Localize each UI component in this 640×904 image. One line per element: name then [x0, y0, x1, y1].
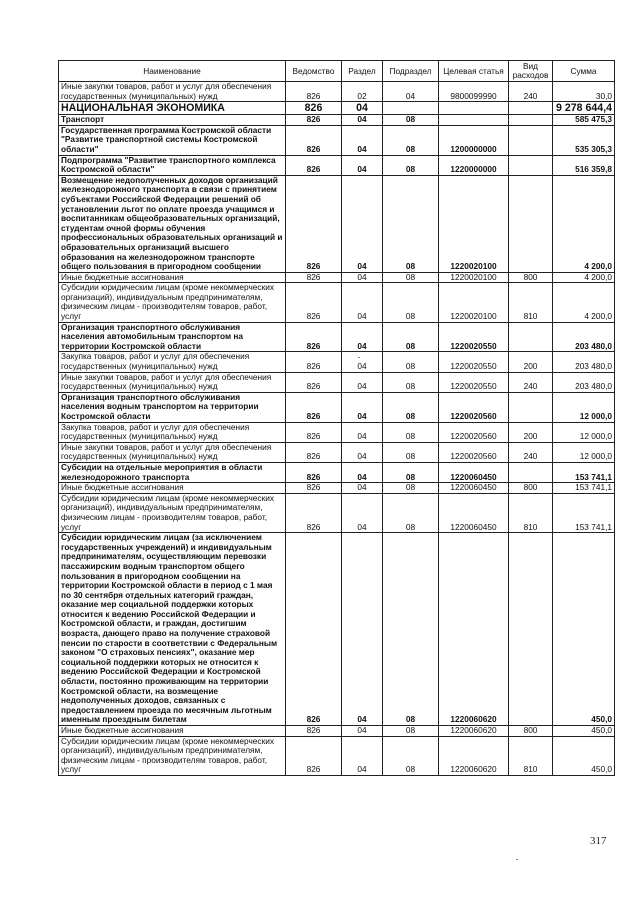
cell-summa: 12 000,0 — [553, 392, 615, 422]
table-row — [59, 533, 615, 726]
table-body — [59, 82, 615, 776]
table-row — [59, 125, 615, 155]
cell-vid: 810 — [509, 736, 553, 775]
cell-podrazdel: 08 — [383, 352, 439, 372]
table-row — [59, 726, 615, 737]
cell-statya: 1220060620 — [439, 533, 509, 726]
cell-podrazdel: 08 — [383, 442, 439, 462]
cell-name: Иные бюджетные ассигнования — [59, 272, 286, 283]
cell-vid — [509, 533, 553, 726]
cell-statya — [439, 102, 509, 115]
cell-vid: 200 — [509, 352, 553, 372]
cell-summa: 535 305,3 — [553, 125, 615, 155]
table-row — [59, 283, 615, 322]
cell-summa: 450,0 — [553, 533, 615, 726]
cell-statya: 1220060620 — [439, 726, 509, 737]
table-row — [59, 392, 615, 422]
cell-razdel: 04 — [342, 483, 383, 494]
cell-ved: 826 — [286, 392, 342, 422]
header-cell-statya: Целевая статья — [439, 61, 509, 82]
cell-statya: 9800099990 — [439, 82, 509, 102]
cell-vid: 240 — [509, 442, 553, 462]
cell-vid — [509, 155, 553, 175]
cell-vid: 810 — [509, 283, 553, 322]
cell-razdel: 04 — [342, 352, 383, 372]
cell-ved: 826 — [286, 352, 342, 372]
cell-statya: 1220020550 — [439, 352, 509, 372]
cell-podrazdel: 08 — [383, 322, 439, 352]
cell-razdel: 04 — [342, 736, 383, 775]
cell-podrazdel: 04 — [383, 82, 439, 102]
cell-summa: 450,0 — [553, 736, 615, 775]
header-cell-name: Наименование — [59, 61, 286, 82]
cell-vid: 800 — [509, 483, 553, 494]
cell-ved: 826 — [286, 82, 342, 102]
cell-summa: 153 741,1 — [553, 483, 615, 494]
cell-statya: 1220020100 — [439, 283, 509, 322]
cell-summa: 153 741,1 — [553, 493, 615, 532]
cell-ved: 826 — [286, 533, 342, 726]
cell-summa: 203 480,0 — [553, 372, 615, 392]
table-row — [59, 736, 615, 775]
cell-ved: 826 — [286, 736, 342, 775]
header-cell-podrazdel: Подраздел — [383, 61, 439, 82]
cell-summa: 9 278 644,4 — [553, 102, 615, 115]
cell-podrazdel: 08 — [383, 736, 439, 775]
header-cell-razdel: Раздел — [342, 61, 383, 82]
cell-podrazdel — [383, 102, 439, 115]
table-row — [59, 175, 615, 272]
budget-table — [58, 60, 615, 776]
cell-razdel: 04 — [342, 372, 383, 392]
table-row — [59, 483, 615, 494]
cell-name: Иные закупки товаров, работ и услуг для обеспечения государственных (муниципальных) нужд — [59, 442, 286, 462]
cell-statya: 1220020560 — [439, 392, 509, 422]
cell-statya: 1220060450 — [439, 462, 509, 482]
cell-razdel: 04 — [342, 726, 383, 737]
cell-summa: 4 200,0 — [553, 283, 615, 322]
cell-vid: 240 — [509, 372, 553, 392]
cell-razdel: 04 — [342, 155, 383, 175]
cell-summa: 30,0 — [553, 82, 615, 102]
cell-razdel: 04 — [342, 125, 383, 155]
cell-statya: 1220020100 — [439, 272, 509, 283]
table-row — [59, 322, 615, 352]
cell-podrazdel: 08 — [383, 175, 439, 272]
cell-podrazdel: 08 — [383, 125, 439, 155]
cell-vid — [509, 175, 553, 272]
cell-podrazdel: 08 — [383, 283, 439, 322]
cell-summa: 516 359,8 — [553, 155, 615, 175]
cell-vid — [509, 462, 553, 482]
cell-name: Закупка товаров, работ и услуг для обеспечения государственных (муниципальных) нужд — [59, 422, 286, 442]
cell-razdel: 04 — [342, 422, 383, 442]
cell-vid: 200 — [509, 422, 553, 442]
cell-vid — [509, 392, 553, 422]
cell-summa: 12 000,0 — [553, 422, 615, 442]
cell-podrazdel: 08 — [383, 533, 439, 726]
table-row — [59, 372, 615, 392]
cell-podrazdel: 08 — [383, 272, 439, 283]
cell-razdel: 04 — [342, 442, 383, 462]
cell-summa: 12 000,0 — [553, 442, 615, 462]
cell-name: Организация транспортного обслуживания населения автомобильным транспортом на территории Костромской области — [59, 322, 286, 352]
cell-podrazdel: 08 — [383, 372, 439, 392]
cell-statya: 1220000000 — [439, 155, 509, 175]
cell-razdel: 04 — [342, 115, 383, 126]
table-row — [59, 352, 615, 372]
cell-summa: 450,0 — [553, 726, 615, 737]
header-row — [59, 61, 615, 82]
cell-razdel: 02 — [342, 82, 383, 102]
cell-name: Субсидии юридическим лицам (кроме некоммерческих организаций), индивидуальным предпринимателям, физическим лицам - производителям товаров, работ, услуг — [59, 493, 286, 532]
cell-ved: 826 — [286, 125, 342, 155]
cell-ved: 826 — [286, 175, 342, 272]
cell-name: Иные закупки товаров, работ и услуг для обеспечения государственных (муниципальных) нужд — [59, 82, 286, 102]
cell-ved: 826 — [286, 155, 342, 175]
cell-name: Субсидии юридическим лицам (кроме некоммерческих организаций), индивидуальным предпринимателям, физическим лицам - производителям товаров, работ, услуг — [59, 283, 286, 322]
cell-ved: 826 — [286, 493, 342, 532]
cell-name: Возмещение недополученных доходов организаций железнодорожного транспорта в связи с принятием субъектами Российской Федерации решений об установлении льгот по оплате проезда учащимся и воспитанникам общеобразовательных организаций, студентам очной формы обучения профессиональных образовательных организаций и образовательных организаций высшего образования на железнодорожном транспорте общего пользования в пригородном сообщении — [59, 175, 286, 272]
table-row — [59, 422, 615, 442]
cell-summa: 4 200,0 — [553, 272, 615, 283]
table-row — [59, 115, 615, 126]
cell-statya: 1220060450 — [439, 483, 509, 494]
cell-ved: 826 — [286, 442, 342, 462]
cell-vid — [509, 115, 553, 126]
cell-razdel: 04 — [342, 175, 383, 272]
cell-name: НАЦИОНАЛЬНАЯ ЭКОНОМИКА — [59, 102, 286, 115]
cell-razdel: 04 — [342, 102, 383, 115]
cell-name: Иные закупки товаров, работ и услуг для обеспечения государственных (муниципальных) нужд — [59, 372, 286, 392]
cell-statya: 1220020550 — [439, 322, 509, 352]
table-row — [59, 462, 615, 482]
cell-statya: 1200000000 — [439, 125, 509, 155]
table-row — [59, 82, 615, 102]
cell-vid: 800 — [509, 726, 553, 737]
cell-ved: 826 — [286, 322, 342, 352]
cell-vid: 240 — [509, 82, 553, 102]
cell-ved: 826 — [286, 115, 342, 126]
cell-name: Закупка товаров, работ и услуг для обеспечения государственных (муниципальных) нужд — [59, 352, 286, 372]
cell-name: Транспорт — [59, 115, 286, 126]
scan-speck — [516, 859, 518, 860]
cell-podrazdel: 08 — [383, 422, 439, 442]
cell-vid — [509, 322, 553, 352]
table-row — [59, 442, 615, 462]
cell-name: Государственная программа Костромской области "Развитие транспортной системы Костромской области" — [59, 125, 286, 155]
cell-vid: 800 — [509, 272, 553, 283]
header-cell-vid: Вид расходов — [509, 61, 553, 82]
cell-summa: 153 741,1 — [553, 462, 615, 482]
cell-name: Субсидии юридическим лицам (кроме некоммерческих организаций), индивидуальным предпринимателям, физическим лицам - производителям товаров, работ, услуг — [59, 736, 286, 775]
cell-ved: 826 — [286, 283, 342, 322]
cell-statya: 1220020560 — [439, 442, 509, 462]
header-cell-ved: Ведомство — [286, 61, 342, 82]
table-row — [59, 272, 615, 283]
cell-razdel: 04 — [342, 322, 383, 352]
cell-vid — [509, 102, 553, 115]
cell-ved: 826 — [286, 102, 342, 115]
cell-statya: 1220020550 — [439, 372, 509, 392]
cell-podrazdel: 08 — [383, 726, 439, 737]
cell-razdel: 04 — [342, 493, 383, 532]
cell-podrazdel: 08 — [383, 493, 439, 532]
cell-ved: 826 — [286, 726, 342, 737]
cell-razdel: 04 — [342, 272, 383, 283]
table-row — [59, 102, 615, 115]
cell-name: Субсидии юридическим лицам (за исключением государственных учреждений) и индивидуальным предпринимателям, осуществляющим перевозки пассажирским водным транспортом общего пользования в пригородном сообщении на территории Костромской области в период с 1 мая по 30 сентября отдельных категорий граждан, оказание мер социальной поддержки которых относится к ведению Российской Федерации и Костромской области, и граждан, достигшим возраста, дающего право на получение страховой пенсии по старости в соответствии с Федеральным законом "О страховых пенсиях", оказание мер социальной поддержки которых не относится к ведению Российской Федерации и Костромской области, постоянно проживающим на территории Костромской области, на возмещение недополученных доходов, связанных с предоставлением проезда по месячным льготным именным проездным билетам — [59, 533, 286, 726]
cell-name: Иные бюджетные ассигнования — [59, 726, 286, 737]
cell-podrazdel: 08 — [383, 155, 439, 175]
cell-ved: 826 — [286, 422, 342, 442]
cell-vid — [509, 125, 553, 155]
cell-podrazdel: 08 — [383, 392, 439, 422]
cell-ved: 826 — [286, 272, 342, 283]
cell-razdel: 04 — [342, 283, 383, 322]
cell-name: Организация транспортного обслуживания населения водным транспортом на территории Костромской области — [59, 392, 286, 422]
cell-ved: 826 — [286, 483, 342, 494]
header-cell-summa: Сумма — [553, 61, 615, 82]
cell-razdel: 04 — [342, 533, 383, 726]
cell-ved: 826 — [286, 372, 342, 392]
page-number: 317 — [590, 835, 607, 847]
cell-statya: 1220020560 — [439, 422, 509, 442]
cell-podrazdel: 08 — [383, 483, 439, 494]
cell-statya: 1220020100 — [439, 175, 509, 272]
cell-summa: 585 475,3 — [553, 115, 615, 126]
cell-summa: 4 200,0 — [553, 175, 615, 272]
table-header — [59, 61, 615, 82]
cell-statya — [439, 115, 509, 126]
cell-summa: 203 480,0 — [553, 352, 615, 372]
cell-podrazdel: 08 — [383, 115, 439, 126]
cell-statya: 1220060450 — [439, 493, 509, 532]
cell-name: Иные бюджетные ассигнования — [59, 483, 286, 494]
cell-ved: 826 — [286, 462, 342, 482]
cell-name: Подпрограмма "Развитие транспортного комплекса Костромской области" — [59, 155, 286, 175]
cell-vid: 810 — [509, 493, 553, 532]
cell-name: Субсидии на отдельные мероприятия в области железнодорожного транспорта — [59, 462, 286, 482]
cell-razdel: 04 — [342, 462, 383, 482]
cell-summa: 203 480,0 — [553, 322, 615, 352]
cell-razdel: 04 — [342, 392, 383, 422]
cell-podrazdel: 08 — [383, 462, 439, 482]
scan-speck — [358, 357, 360, 358]
table-row — [59, 155, 615, 175]
cell-statya: 1220060620 — [439, 736, 509, 775]
table-row — [59, 493, 615, 532]
